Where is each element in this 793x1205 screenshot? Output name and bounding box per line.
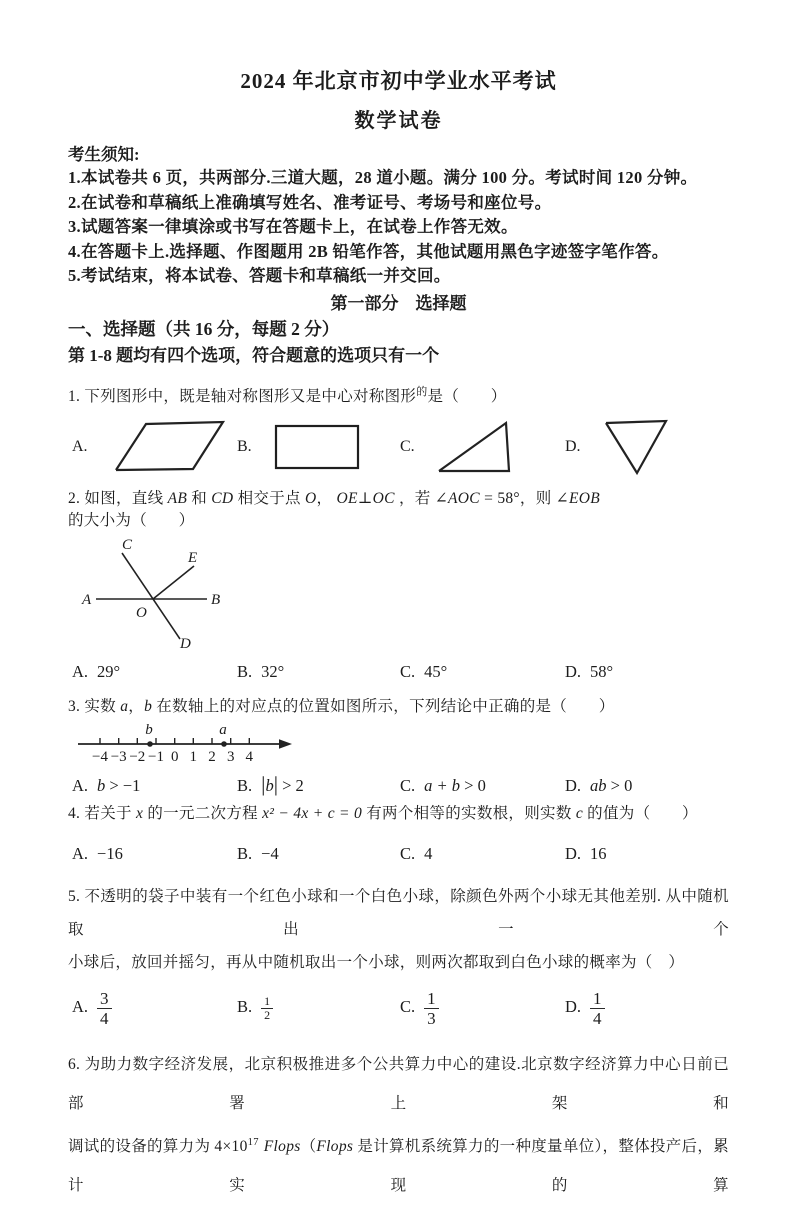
stem-line: 6. 为助力数字经济发展，北京积极推进多个公共算力中心的建设.北京数字经济算力中心日前已部署上架和 <box>68 1055 729 1112</box>
question-3-stem: 3. 实数 a，b 在数轴上的对应点的位置如图所示，下列结论中正确的是（ ） <box>68 697 615 715</box>
question-5-options <box>68 981 729 1037</box>
tick-label: 3 <box>226 748 235 765</box>
intersecting-lines-figure <box>72 535 312 653</box>
point-label-b: B <box>211 591 221 608</box>
point-a-dot <box>221 741 227 747</box>
notice-heading: 考生须知: <box>68 145 140 164</box>
option-a <box>72 418 237 476</box>
option-label: C. <box>400 437 415 455</box>
option-c: C. 45° <box>400 661 448 681</box>
notice-item: 5.考试结束，将本试卷、答题卡和草稿纸一并交回。 <box>68 266 451 285</box>
notice-item: 3.试题答案一律填涂或书写在答题卡上，在试卷上作答无效。 <box>68 217 518 236</box>
point-label-c: C <box>122 536 133 553</box>
option-d: D. ab > 0 <box>565 775 633 795</box>
fraction: $\frac{1}{3}$ <box>424 989 439 1028</box>
option-a: A. 29° <box>72 661 121 681</box>
question-2-options <box>68 660 729 684</box>
tick-label: −2 <box>129 748 146 765</box>
abs-bar: | <box>273 771 278 796</box>
option-b: B. $\frac{1}{2}$ <box>237 995 400 1023</box>
stem-line: 调试的设备的算力为 $4\times 10^{17}$ Flops（Flops 是计算机系统算力的一种度量单位），整体投产后，累计实现的算 <box>68 1136 729 1194</box>
option-d: D. $\frac{1}{4}$ <box>565 989 729 1028</box>
section-instruction: 第 1-8 题均有四个选项，符合题意的选项只有一个 <box>68 345 440 365</box>
option-value: 4 <box>424 843 433 863</box>
notice-item: 2.在试卷和草稿纸上准确填写姓名、准考证号、考场号和座位号。 <box>68 192 552 212</box>
option-c: C. a + b > 0 <box>400 775 486 795</box>
part-heading: 第一部分 选择题 <box>330 293 467 313</box>
option-b: B. |b| > 2 <box>237 771 304 796</box>
option-value: 29° <box>97 661 121 681</box>
question-6-stem <box>68 1045 729 1205</box>
option-value: 32° <box>261 661 285 681</box>
notice-item: 1.本试卷共 6 页，共两部分.三道大题，28 道小题。满分 100 分。考试时间 120 分钟。 <box>68 168 698 187</box>
option-label: D. <box>565 437 581 455</box>
exam-title: 2024 年北京市初中学业水平考试 <box>240 69 557 93</box>
point-label-a: A <box>82 591 92 608</box>
option-d <box>565 417 729 477</box>
question-1-stem: 1. 下列图形中，既是轴对称图形又是中心对称图形$^的$是（ ） <box>68 385 507 405</box>
question-4-options <box>68 842 729 866</box>
option-d: D. 58° <box>565 661 614 681</box>
option-value: 58° <box>590 661 614 681</box>
tick-label: 4 <box>245 748 254 765</box>
exponent: 17 <box>247 1136 259 1148</box>
tick-label: −4 <box>92 748 108 765</box>
point-label-o: O <box>136 604 147 621</box>
superscript-char: 的 <box>416 385 428 398</box>
tick-label: −1 <box>148 748 164 765</box>
tick-label: 2 <box>208 748 216 765</box>
point-label-b: b <box>145 721 153 738</box>
down-triangle-shape <box>603 417 669 477</box>
question-5-stem <box>68 880 729 979</box>
tick-label: 0 <box>170 748 179 765</box>
option-value: −4 <box>261 843 279 863</box>
option-a: A. $\frac{3}{4}$ <box>72 989 237 1028</box>
option-value: 45° <box>424 661 448 681</box>
option-label: B. <box>237 437 252 455</box>
right-triangle-shape <box>437 420 513 474</box>
question-3-options <box>68 771 729 798</box>
option-c: C. $\frac{1}{3}$ <box>400 989 565 1028</box>
point-label-a: a <box>219 721 227 738</box>
option-b: B. 32° <box>237 661 285 681</box>
option-b <box>237 423 400 471</box>
point-label-d: D <box>180 635 191 652</box>
fraction: $\frac{3}{4}$ <box>97 989 112 1028</box>
exam-subtitle: 数学试卷 <box>354 110 443 132</box>
number-line-figure <box>72 723 302 769</box>
stem-line: 小球后，放回并摇匀，再从中随机取出一个小球，则两次都取到白色小球的概率为（ ） <box>68 953 685 971</box>
stem-line: 5. 不透明的袋子中装有一个红色小球和一个白色小球，除颜色外两个小球无其他差别. 从中随机取出一个 <box>68 887 729 938</box>
fraction: $\frac{1}{2}$ <box>261 995 273 1023</box>
notice-list <box>68 166 729 289</box>
abs-bar: | <box>261 771 266 796</box>
question-1-options <box>68 414 729 480</box>
option-b: B. −4 <box>237 843 279 863</box>
question-2-stem: 2. 如图，直线 AB 和 CD 相交于点 O， OE⊥OC ，若 ∠AOC = 58°，则 ∠EOB 的大小为（ ） <box>68 489 601 529</box>
notice-item: 4.在答题卡上.选择题、作图题用 2B 铅笔作答，其他试题用黑色字迹签字笔作答。 <box>68 241 669 261</box>
option-a: A. b > −1 <box>72 775 141 795</box>
option-c <box>400 420 565 474</box>
point-label-e: E <box>188 549 198 566</box>
section-heading: 一、选择题（共 16 分，每题 2 分） <box>68 318 340 339</box>
option-c: C. 4 <box>400 843 433 863</box>
rectangle-shape <box>274 423 362 471</box>
option-d: D. 16 <box>565 843 607 863</box>
option-value: 16 <box>590 843 607 863</box>
option-value: −16 <box>97 843 123 863</box>
option-a: A. −16 <box>72 843 123 863</box>
point-b-dot <box>147 741 153 747</box>
parallelogram-shape <box>110 418 230 476</box>
tick-label: 1 <box>189 748 198 765</box>
question-4-stem: 4. 若关于 x 的一元二次方程 x² − 4x + c = 0 有两个相等的实数根，则实数 c 的值为（ ） <box>68 804 698 822</box>
fraction: $\frac{1}{4}$ <box>590 989 605 1028</box>
option-label: A. <box>72 437 88 455</box>
tick-label: −3 <box>110 748 127 765</box>
